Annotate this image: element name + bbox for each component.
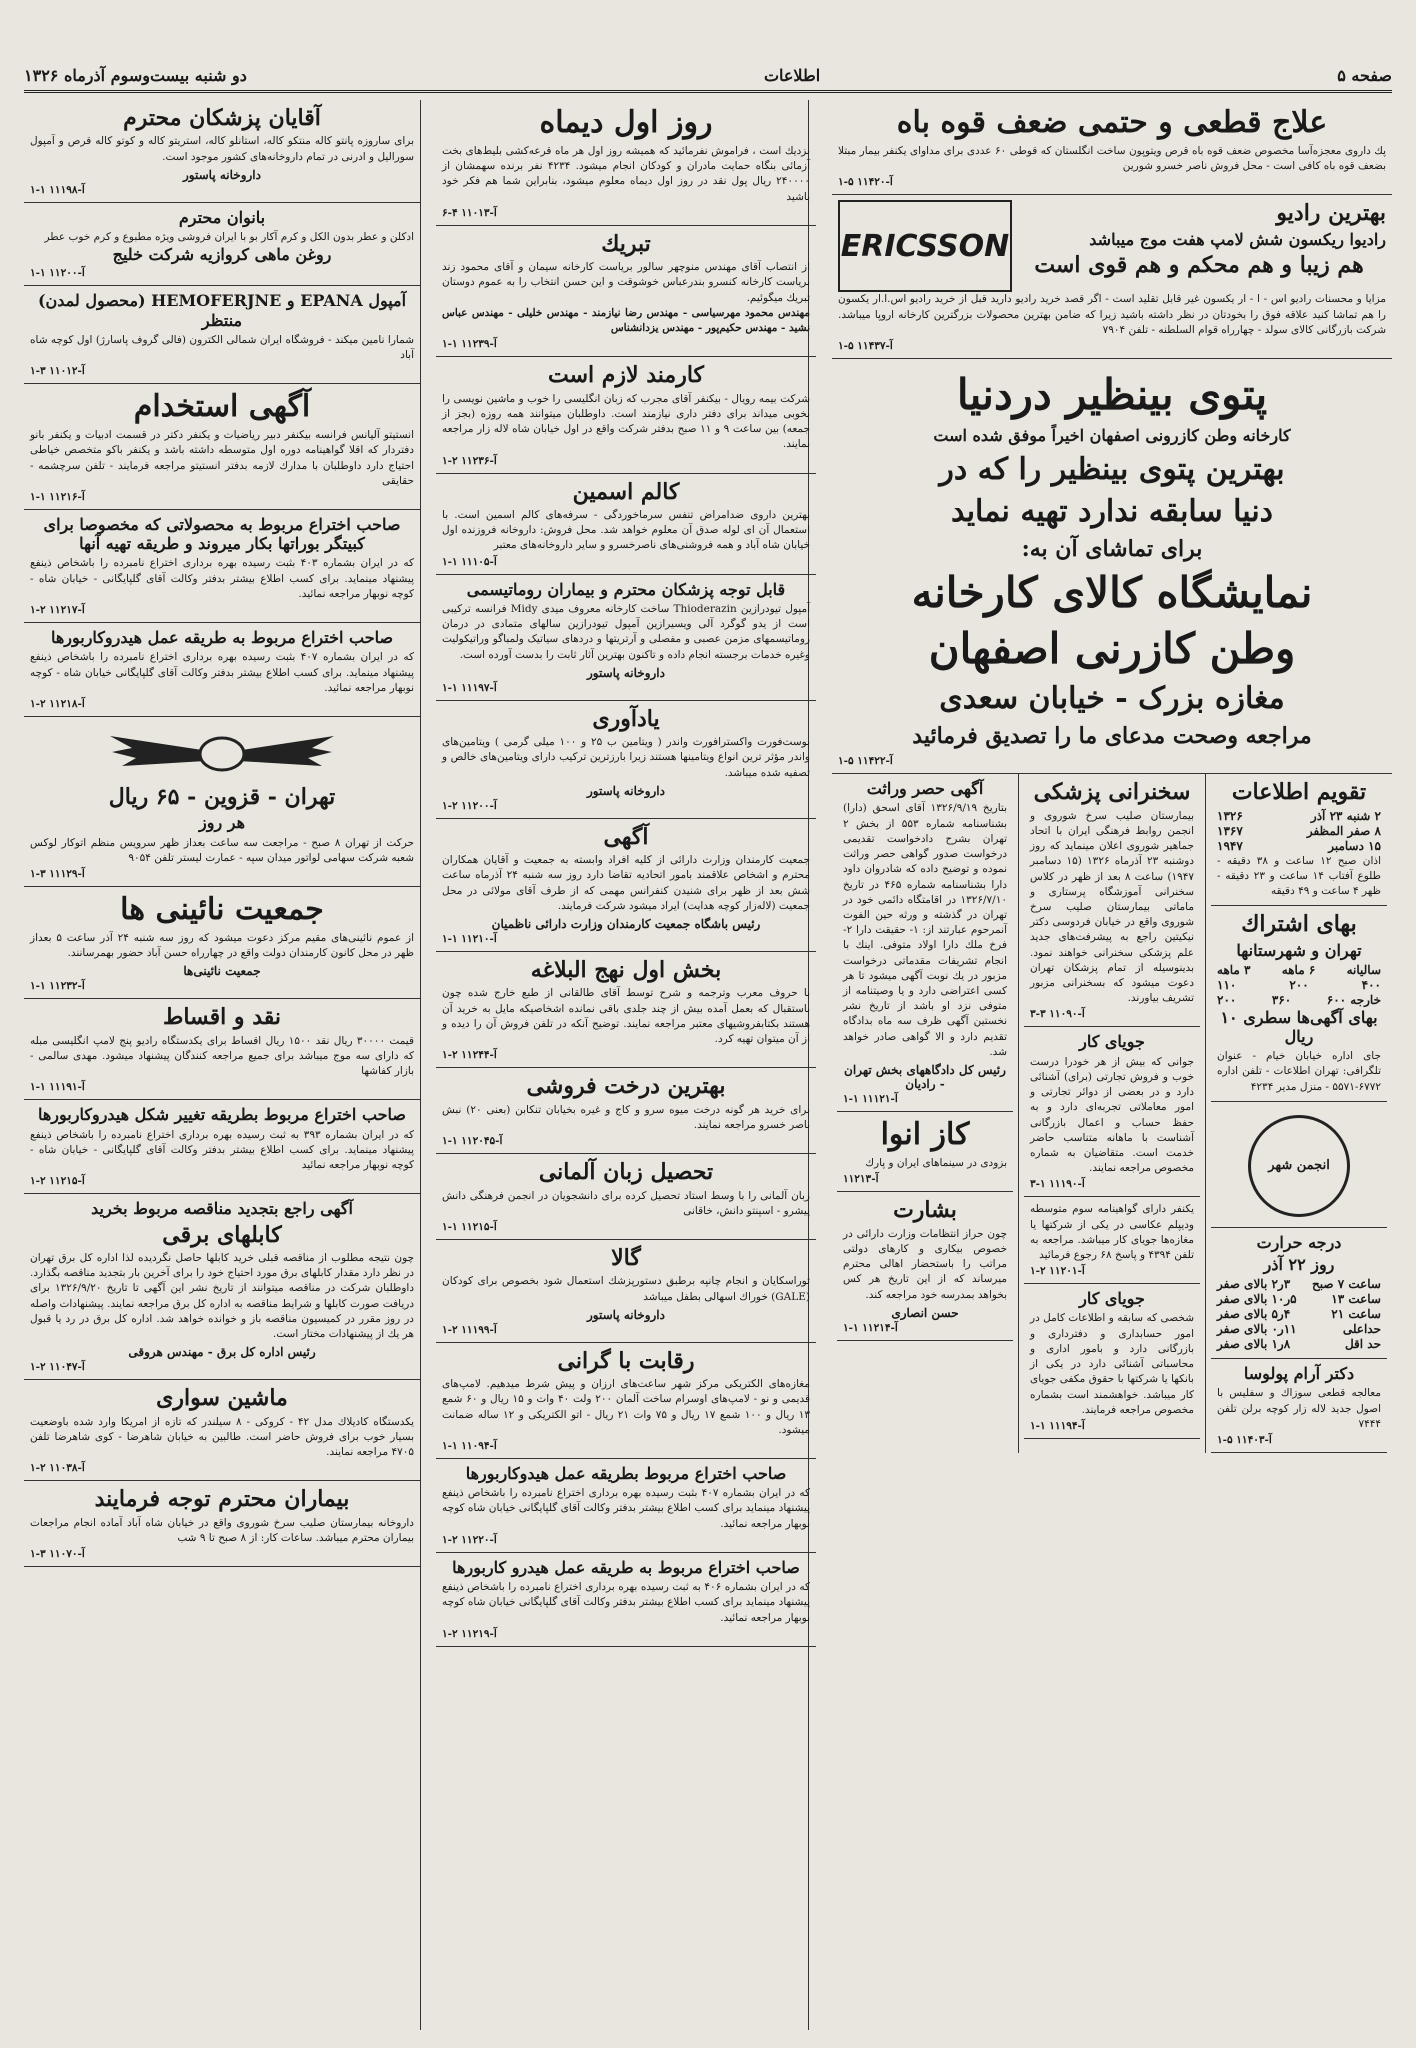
- ad-code: ۱-۲ ۱۱۲۴۴-آ: [442, 1049, 497, 1062]
- ad-code: ۱-۲ ۱۱۱۹۹-آ: [442, 1323, 497, 1336]
- ad-signature: حسن انصاری: [891, 1305, 959, 1320]
- ad-body: توراسکایان و انجام چانپه برطبق دستورپزشك استعمال شود بخصوص برای کودکان (GALE) خوراك اسهالی بطفل میباشد: [442, 1275, 810, 1303]
- seal-emblem: انجمن شهر: [1248, 1115, 1350, 1217]
- ad-title: کالم اسمین: [572, 478, 680, 505]
- ad-news: [837, 1192, 1013, 1340]
- ad-code: ۱-۱ ۱۱۲۱۶-آ: [30, 491, 85, 504]
- subscription-row: خارجه ۶۰۰ ۳۶۰ ۲۰۰: [1217, 992, 1381, 1007]
- ad-notice: [436, 819, 816, 952]
- ad-body: قیمت ۳۰۰۰۰ ریال نقد ۱۵۰۰ ریال اقساط برای یکدستگاه رادیو پنج لامپ انگلیسی مبله که دارای سه موج میباشد برای جمیع مراجعه کنندگان پیشنهاد میشود. مهدی سالمی - بازار کفاشها: [30, 1034, 414, 1078]
- ad-title: آمپول EPANA و HEMOFERJNE (محصول لمدن) منتظر: [37, 291, 407, 330]
- ad-title: سخنرانی پزشکی: [1033, 779, 1191, 806]
- ad-code: ۱-۱ ۱۱۲۰۴۵-آ: [442, 1135, 503, 1148]
- ad-body: که در ایران بشماره ۴۰۶ به ثبت رسیده بهره برداری اختراع نامبرده را باشخاص ذینفع پیشنهاد مینماید برای کسب اطلاع بیشتر بدفتر وکالت آقای گلپایگانی خیابان شاه کوچه نوبهار مراجعه نمائید.: [442, 1581, 810, 1624]
- ad-body: یکنفر دارای گواهینامه سوم متوسطه ودیپلم عکاسی در یکی از شرکتها یا مغازه‌ها جویای کار میباشد. مراجعه به تلفن ۴۳۹۴ و پاسخ ۶۸ رجوع فرمائید: [1030, 1203, 1194, 1262]
- ad-calmasmin: [436, 474, 816, 575]
- ad-radio: [832, 195, 1392, 359]
- ad-title: تحصیل زبان آلمانی: [538, 1159, 714, 1186]
- ad-body: شخصی که سابقه و اطلاعات کامل در امور حسابداری و دفترداری و بازرگانی دارد و بامور اداری و محاسباتی آشنائی دارد در یکی از بانکها یا شرکتها با حقوق مکفی جویای کار میباشد. خواهشمند است بشماره مخصوص مراجعه فرمایند.: [1030, 1312, 1194, 1416]
- ad-code: ۱-۱ ۱۱۲۰۰-آ: [30, 267, 85, 280]
- ad-naini: [24, 887, 420, 999]
- ad-body: داروخانه بیمارستان صلیب سرخ شوروی واقع در خیابان شاه آباد آماده انجام مراجعات بیماران محترم میباشد. ساعات کار: از ۸ صبح تا ۹ شب: [30, 1516, 414, 1544]
- temperature-sub: روز ۲۲ آذر: [1263, 1255, 1335, 1275]
- ad-names: مهندس محمود مهرسیاسی - مهندس رضا نیازمند - مهندس خلیلی - مهندس عباس نشید - مهندس حکیم‌پور - مهندس یزدانشناس: [442, 306, 810, 335]
- ad-bus: [24, 717, 420, 887]
- ad-title: گالا: [611, 1244, 641, 1271]
- ad-code: ۱-۱ ۱۱۲۱۰-آ: [442, 933, 497, 946]
- column-rule: [420, 100, 421, 2030]
- ad-job-seeker-2: [1024, 1284, 1200, 1439]
- ad-line: وطن کازرنی اصفهان: [928, 624, 1296, 674]
- ad-patent-borates: [24, 510, 420, 623]
- masthead: [24, 60, 1392, 93]
- ad-gas: [837, 1112, 1013, 1192]
- ad-patent-hydrocarbons: [24, 623, 420, 717]
- temperature-row: حداعلی ۱۱ر۰ بالای صفر: [1217, 1322, 1381, 1337]
- ad-code: ۱-۲ ۱۱۲۲۰-آ: [442, 1533, 497, 1546]
- ad-doctors: [24, 100, 420, 203]
- calendar-times: اذان صبح ۱۲ ساعت و ۳۸ دقیقه - طلوع آفتاب ۱۴ ساعت و ۲۳ دقیقه - ظهر ۴ ساعت و ۴۹ دقیقه: [1217, 854, 1382, 898]
- ad-code: ۳-۳ ۱۱۰۹۰-آ: [1030, 1008, 1085, 1021]
- ad-line: برای تماشای آن به:: [1021, 535, 1203, 562]
- ad-body: بوست‌فورت واکسترافورت واندر ( ویتامین ب ۲۵ و ۱۰۰ میلی گرمی ) ویتامین‌های واندر مؤثر ترین انواع ویتامینها هستند زیرا بارزترین ترکیب دارای ویتامین‌های خالص و تصفیه شده میباشد.: [442, 736, 810, 779]
- ad-body: شرکت بیمه رویال - بیکنفر آقای مجرب که زبان انگلیسی را خوب و ماشین نویسی را بخوبی میداند برای دفتر داری نیازمند است. داوطلبان میتوانند همه روزه (بجز از جمعه) بین ساعت ۹ و ۱۱ صبح بدفتر شرکت واقع در اول خیابان شاه لاله زار مراجعه نمایند.: [442, 392, 810, 451]
- ad-code: ۱-۵ ۱۱۴۰۳-آ: [1217, 1434, 1272, 1447]
- ad-title: قابل توجه پزشکان محترم و بیماران روماتیسمی: [466, 579, 786, 599]
- ad-code: ۱-۲ ۱۱۲۱۷-آ: [30, 604, 85, 617]
- subscription-row: ساليانه ۶ ماهه ۳ ماهه: [1217, 962, 1381, 977]
- date-line: دو شنبه بیست‌وسوم آذرماه ۱۳۲۶: [24, 65, 247, 85]
- ad-signature: جمعیت نائینی‌ها: [183, 964, 261, 979]
- ad-signature: رئیس اداره کل برق - مهندس هروقی: [128, 1345, 316, 1360]
- ad-medical-talk: [1024, 774, 1200, 1027]
- winged-emblem-icon: [30, 722, 414, 784]
- ad-body: بهترین داروی ضدامراض تنفس سرماخوردگی - سرفه‌های کالم اسمین است. با استعمال آن ای لوله صدق آن معلوم خواهد شد. محل فروش: داروخانه فروزنده اول خیابان شاه آباد و همه فروشنی‌های ناصرخسرو و سایر داروخانه‌های معتبر: [442, 509, 810, 552]
- ad-body: بتاریخ ۱۳۲۶/۹/۱۹ آقای اسحق (دارا) بشناسنامه شماره ۵۵۳ از بخش ۲ تهران بشرح دادخواست تقدیمی درخواست صدور گواهی حصر وراثت نموده و توضیح داده که شادروان داود دارا بشناسنامه شماره ۴۶۵ در تاریخ ۱۳۲۶/۷/۱۰ در اقامتگاه دائمی خود در تهران در گذشته و ورثه حین الفوت آنمرحوم عبارتند از: ۱- حقیقت دارا ۲- فرخ ملك دارا اولاد متوفی. اینك با انجام تشریفات مقدماتی درخواست مزبور در یك نوبت آگهی میشود تا هر کسی اعتراضی دارد و یا وصیتنامه از متوفی نزد او باشد از تاریخ نشر نخستین آگهی ظرف سه ماه بدادگاه تقدیم دارد و الا گواهی صادر خواهد شد.: [843, 802, 1008, 1058]
- ad-body: چون حراز انتظامات وزارت دارائی در خصوص بیکاری و کارهای دولتی مراتب را باستحضار اهالی محترم میرساند که از این تاریخ هر کس بخواهد بمدرسه خود مراجعه کند.: [843, 1227, 1007, 1301]
- ad-pharmacy: داروخانه پاستور: [587, 783, 665, 798]
- ad-body: معالجه قطعی سوزاك و سفلیس با اصول جدید لاله زار کوچه برلن تلفن ۷۴۴۴: [1217, 1387, 1381, 1430]
- ad-body: پك داروی معجزه‌آسا مخصوص ضعف قوه باه قرص ویتوپون ساخت انگلستان که قوطی ۶۰ عددی برای مداوای یکنفر بیمار مبتلا بضعف قوه باه کافی است - محل فروش ناصر خسرو شورین: [838, 145, 1386, 173]
- ad-job-seeker-1: [1024, 1027, 1200, 1197]
- ad-ladies: [24, 203, 420, 287]
- ad-body: مزایا و محسنات رادیو اس - ا - ار یکسون غیر قابل تقلید است - اگر قصد خرید رادیو دارید قبل از خرید رادیو اس.ا.ار یکسون را هم تماشا کنید علاقه فوق را بخودتان در نظر داشته باشید زیرا که ضامن بهترین محصولات بزرگترین کارخانه اروپا میباشد. شرکت بازرگانی کالای سولد - چهارراه قوام السلطنه - تلفن ۷۹۰۴: [838, 293, 1386, 336]
- ad-code: ۱-۱ ۱۱۱۰۵-آ: [442, 555, 497, 568]
- ad-body: حرکت از تهران ۸ صبح - مراجعت سه ساعت بعداز ظهر سرویس منظم اتوکار لوکس شعبه شرکت سهامی لواتور میدان سپه - عمارت لیستر تلفن ۹۰۵۴: [30, 836, 414, 864]
- ad-line: بهترین پتوی بینظیر را که در: [939, 451, 1285, 487]
- ad-title: علاج قطعی و حتمی ضعف قوه باه: [896, 105, 1328, 140]
- ad-body: که در ایران بشماره ۴۰۷ بثبت رسیده بهره برداری اختراع نامبرده را باشخاص ذینفع پیشنهاد مینماید. برای کسب اطلاع بیشتر بدفتر وکالت آقای گلپایگانی خیابان شاه - کوچه نوبهار مراجعه نمائید.: [30, 651, 414, 694]
- ad-code: ۱-۱ ۱۱۰۹۴-آ: [442, 1440, 497, 1453]
- ad-title: جویای کار: [1079, 1032, 1145, 1052]
- ad-body: مغازه‌های الکتریکی مرکز شهر ساعت‌های ارزان و پیش شرط میدهیم. لامپ‌های قدیمی و نو - لامپ‌های اوسرام ساخت آلمان ۲۰۰ ولت ۴۰ وات و ۱۵ ریال و ۶۰ شمع ۱۳ ریال و ۱۰۰ شمع ۱۷ ریال و ۷۵ وات ۲۱ ریال - اتو الکتریکی و ۱۲ ساله ضمانت میشود.: [442, 1378, 811, 1436]
- temperature-box: [1211, 1228, 1387, 1359]
- office-address: جای اداره خیابان خیام - عنوان تلگرافی: تهران اطلاعات - تلفن اداره ۶۷۷۲-۵۵۷۱ - منزل مدیر ۴۲۳۴: [1217, 1050, 1381, 1093]
- ad-code: ۶-۴ ۱۱۰۱۳-آ: [442, 206, 497, 219]
- ad-code: ۱-۵ ۱۱۴۲۲-آ: [838, 755, 893, 768]
- ad-body: که در ایران بشماره ۳۹۳ به ثبت رسیده بهره برداری اختراع نامبرده را باشخاص ذینفع پیشنهاد مینماید. برای کسب اطلاع بیشتر بدفتر وکالت آقای گلپایگانی - خیابان شاه - کوچه نوبهار مراجعه نمائید: [30, 1128, 414, 1172]
- subscription-row: ۴۰۰ ۲۰۰ ۱۱۰: [1217, 977, 1381, 992]
- ad-price: بهای آگهی‌ها سطری ۱۰ ریال: [1220, 1007, 1378, 1047]
- ad-body: شمارا نامین میکند - فروشگاه ایران شمالی الکترون (فالی گروف پاسارژ) اول کوچه شاه آباد: [30, 333, 414, 362]
- sub-col-medical: [1018, 774, 1205, 1453]
- ad-line: نمایشگاه کالای کارخانه: [911, 568, 1313, 618]
- ad-potency: [832, 100, 1392, 195]
- temperature-row: ساعت ۱۳ ۵ر۱۰ بالای صفر: [1217, 1292, 1381, 1307]
- ad-code: ۱-۲ ۱۱۲۳۶-آ: [442, 454, 497, 467]
- ad-code: ۱-۱ ۱۱۱۹۸-آ: [30, 183, 85, 196]
- ad-code: ۱-۲ ۱۱۲۱۹-آ: [442, 1627, 497, 1640]
- paper-name: اطلاعات: [763, 65, 821, 85]
- ad-code: ۱-۲ ۱۱۰۴۷-آ: [30, 1361, 85, 1374]
- ad-code: ۱-۳ ۱۱۱۲۹-آ: [30, 868, 85, 880]
- ad-heir-notice: [837, 774, 1013, 1112]
- ad-rheumatism: [436, 575, 816, 701]
- ad-german: [436, 1154, 816, 1240]
- ad-hiring: [24, 384, 420, 510]
- ad-title: نقد و اقساط: [162, 1004, 282, 1031]
- ad-body: که در ایران بشماره ۴۰۳ بثبت رسیده بهره برداری اختراع نامبرده را باشخاص ذینفع پیشنهاد مینماید. برای کسب اطلاع بیشتر بدفتر وکالت آقای گلپایگانی - خیابان شاه - کوچه نوبهار مراجعه نمائید.: [30, 557, 414, 600]
- ad-body: با حروف معرب وترجمه و شرح توسط آقای طالقانی از طبع خارج شده چون باستقبال که بعمل آمده بیش از چند جلدی باقی نمانده اشخاصیکه مایل به خرید آن هستند بکتابفروشیهای معتبر مراجعه نمایند. توضیح آنکه در تلفن فروش آن را دیده و از آن میتوان تهیه کرد.: [442, 987, 810, 1046]
- ad-title: یادآوری: [592, 705, 660, 732]
- ad-title: جمعیت نائینی ها: [120, 892, 324, 927]
- ad-pharmacy: داروخانه پاستور: [587, 1307, 665, 1322]
- ad-body: زبان آلمانی را با وسط استاد تحصیل کرده برای دانشجویان در انجمن فرهنگی دانش پیشرو - اسپنتو دانش، خاقانی: [442, 1189, 810, 1217]
- ad-nahj: [436, 952, 816, 1068]
- sub-col-heir: [832, 774, 1018, 1453]
- calendar-row: ۸ صفر المظفر ۱۳۶۷: [1217, 823, 1381, 838]
- ad-title: تبریك: [601, 230, 651, 257]
- ad-patients: [24, 1481, 420, 1567]
- ad-employee-needed: [436, 357, 816, 473]
- ad-body: که در ایران بشماره ۴۰۷ بثبت رسیده بهره برداری اختراع نامبرده را باشخاص ذینفع پیشنهاد مینماید برای کسب اطلاع بیشتر بدفتر وکالت آقای گلپایگانی خیابان شاه کوچه نوبهار مراجعه نمائید.: [442, 1487, 810, 1530]
- ad-subtitle: رادیوا ریکسون شش لامپ هفت موج میباشد: [1089, 229, 1386, 249]
- ad-car: [24, 1380, 420, 1481]
- ad-body: یکدستگاه کادیلاك مدل ۴۲ - کروکی - ۸ سیلندر که تازه از امریکا وارد شده باوضعیت بسیار خوب برای فروش حاضر است. طالبین به خیابان شاهرضا - کوی شاهرضا تلفن ۴۷۰۵ مراجعه نمایند.: [30, 1415, 415, 1459]
- ad-shop: [1024, 1197, 1200, 1284]
- ad-title: جویای کار: [1079, 1289, 1145, 1309]
- ad-title: تهران - قزوین - ۶۵ ریال: [108, 783, 336, 810]
- ad-code: ۱-۲ ۱۱۰۳۸-آ: [30, 1462, 85, 1475]
- ad-trees: [436, 1068, 816, 1154]
- ad-body: چون نتیجه مطلوب از مناقصه قبلی خرید کابلها حاصل نگردیده لذا اداره کل برق تهران در نظر دارد مقدار کابلهای برق مورد احتیاج خود را برای آخرین بار بتجدید مناقصه بگذارد. داوطلبان شرکت در مناقصه میتوانند از تاریخ نشر این آگهی تا تاریخ ۱۳۲۶/۹/۲۰ برای دریافت صورت کابلها و شرایط مناقصه به اداره کل برق مراجعه نمایند. پیشنهادات واصله در روز مقرر در کمیسیون مناقصه باز و خوانده خواهد شد. اداره کل برق در رد یا قبول هر یك از پیشنهادات مختار است.: [30, 1251, 414, 1340]
- ad-signature: رئیس باشگاه جمعیت کارمندان وزارت دارائی ناظمیان: [491, 917, 761, 932]
- ad-title: روز اول دیماه: [539, 105, 713, 140]
- ad-body: بزودی در سینماهای ایران و پارك: [865, 1157, 1007, 1170]
- ad-code: ۱-۳ ۱۱۰۱۲-آ: [30, 365, 85, 378]
- ad-body: جوانی که بیش از هر خودرا درست خوب و فروش تجارتی (برای) آشنائی دارد و در بعضی از دوائر تجارتی و امور معاملاتی تجربه‌ای دارد و به حفظ حساب و اعمال بازرگانی آشناست با ماهانه متناسب حاضر خدمت است. متقاضیان به شماره مخصوص مراجعه نمایند.: [1030, 1055, 1194, 1175]
- ad-body: برای ساروزه پانتو کاله منتکو کاله، استانلو کاله، استریتو کاله و کوتو کاله قرص و آمپول سورالیل و ادرنی در تمام داروخانه‌های کشور موجود است.: [30, 135, 414, 163]
- ad-line: مراجعه وصحت مدعای ما را تصدیق فرمائید: [912, 722, 1312, 749]
- column-middle: [436, 100, 816, 2030]
- ad-body: جمعیت کارمندان وزارت دارائی از کلیه افراد وابسته به جمعیت و آقایان همکاران محترم و اشخاص علاقمند بامور اتحادیه تقاضا دارد روز سه شنبه ۲۴ آذرماه ساعت شش بعد از ظهر برای شنیدن کنفرانس مهمی که از طرف آقای مولائی در محل جمعیت (لاله‌زار کوچه هدایت) ایراد میشود شرکت فرمایند.: [442, 854, 810, 912]
- column-left: [24, 100, 420, 2030]
- ad-gale: [436, 1240, 816, 1343]
- ad-code: ۱-۱ ۱۱۲۱۵-آ: [442, 1220, 497, 1233]
- ad-title: آگهی راجع بتجدید مناقصه مربوط بخرید: [91, 1199, 353, 1219]
- ad-prices: [436, 1343, 816, 1459]
- lower-split: [832, 774, 1392, 1453]
- ad-lottery: [436, 100, 816, 226]
- ad-code: ۱-۲ ۱۱۲۰۰-آ: [442, 799, 497, 812]
- ad-body: از انتصاب آقای مهندس منوچهر سالور بریاست کارخانه سیمان و آقای محمود زند بریاست کارخانه کنسرو بندرعباس خوشوقت و این حسن انتخاب را به عموم دوستان تبریك میگوئیم.: [442, 261, 810, 304]
- ad-pharmacy: داروخانه پاستور: [183, 167, 261, 182]
- ad-pharmacy: داروخانه پاستور: [587, 665, 665, 680]
- ad-code: ۱-۱ ۱۱۱۹۱-آ: [30, 1081, 85, 1094]
- ad-line: دنیا سابقه ندارد تهیه نماید: [950, 493, 1274, 529]
- seal-box: [1211, 1102, 1387, 1228]
- ad-doctor: [1211, 1359, 1387, 1453]
- page-number: صفحه ۵: [1337, 65, 1392, 85]
- ad-title: صاحب اختراع مربوط بطریقه تغییر شکل هیدروکاربورها: [37, 1105, 407, 1125]
- ad-title: کاز انوا: [880, 1117, 970, 1153]
- subscription-box: [1211, 906, 1387, 1102]
- ad-code: ۱-۲ ۱۱۲۰۱-آ: [1030, 1265, 1085, 1278]
- ad-line: مغازه بزرک - خیابان سعدی: [939, 680, 1285, 716]
- ericsson-logo: ERICSSON: [838, 200, 1012, 292]
- ad-title: ماشین سواری: [156, 1385, 288, 1412]
- ad-title: آقایان پزشکان محترم: [123, 105, 321, 131]
- ad-body: از عموم نائینی‌های مقیم مرکز دعوت میشود که روز سه شنبه ۲۴ آذر ساعت ۵ بعداز ظهر در محل کانون کارمندان دولت واقع در چهارراه حسن آباد حضور بهمرسانند.: [30, 932, 415, 960]
- ad-body: نزدیك است ، فراموش نفرمائید که همیشه روز اول هر ماه قرعه‌کشی بلیط‌های بخت آزمائی بنگاه حمایت مادران و کودکان انجام میشود. ۴۲۳۴ نفر برنده سهمشان از ۲۴۰۰۰۰ ریال پول نقد در روز اول دیماه معلوم میشود، بنابراین شما هم فکر خود باشید: [442, 145, 810, 203]
- ad-title: صاحب اختراع مربوط بطریقه عمل هیدوکاربورها: [465, 1464, 787, 1484]
- ad-body: برای خرید هر گونه درخت میوه سرو و کاج و غیره بخیابان تنکابن (بعنی ۲۰) نبش ناصر خسرو مراجعه نمایند.: [442, 1103, 810, 1131]
- ad-patent-a: [436, 1459, 816, 1553]
- ad-code: ۱-۳ ۱۱۰۷۰-آ: [30, 1548, 85, 1561]
- ad-title: آگهی استخدام: [133, 389, 311, 425]
- ad-code: ۱-۵ ۱۱۴۳۷-آ: [838, 340, 893, 353]
- ad-sub: هر روز: [198, 813, 245, 833]
- ad-title: آگهی: [603, 823, 649, 850]
- ad-title: آگهی حصر وراثت: [866, 779, 984, 799]
- ad-patent-transform: [24, 1100, 420, 1194]
- ad-title: بیماران محترم توجه فرمایند: [94, 1486, 350, 1513]
- ad-line: کارخانه وطن کازرونی اصفهان اخیراً موفق شده است: [933, 426, 1291, 446]
- ad-body: بیمارستان صلیب سرخ شوروی و انجمن روابط فرهنگی ایران با اتحاد جماهیر شوروی اعلان مینماید که روز دوشنبه ۲۳ آذرماه ۱۳۲۶ (۱۵ دسامبر ۱۹۴۷) ساعت ۸ بعد از ظهر در کلاس سخنرانی آموزشگاه پرستاری و ماماتی بیمارستان صلیب سرخ شوروی واقع در خیابان فردوسی دکتر نیکیتین راجع به پیشرفت‌های جدید علم پزشکی سخنرانی خواهند نمود. بدینوسیله از تمام پزشکان تهران دعوت میشود که بسخنرانی مزبور تشریف بیاورند.: [1030, 809, 1194, 1005]
- ad-code: ۳-۱ ۱۱۱۹۰-آ: [1030, 1178, 1085, 1191]
- subscription-sub: تهران و شهرستانها: [1236, 940, 1362, 960]
- ad-code: ۱-۲ ۱۱۲۱۸-آ: [30, 697, 85, 710]
- calendar-box: [1211, 774, 1387, 906]
- ad-title: رقابت با گرانی: [557, 1347, 695, 1374]
- ad-title: کارمند لازم است: [547, 362, 705, 389]
- ad-title-2: کابلهای برقی: [162, 1221, 282, 1248]
- ad-title: صاحب اختراع مربوط به طریقه عمل هیدرو کاربورها: [452, 1557, 800, 1577]
- ad-code: ۱-۱ ۱۱۲۱۴-آ: [843, 1321, 898, 1334]
- ad-code: ۱-۱ ۱۱۱۲۱-آ: [843, 1093, 898, 1106]
- ad-title-2: روغن ماهی کروازیه شرکت خلیج: [112, 245, 332, 265]
- ad-title: صاحب اختراع مربوط به طریقه عمل هیدروکاربورها: [50, 628, 394, 648]
- ad-blanket: [832, 359, 1392, 774]
- ad-ampoule: [24, 286, 420, 384]
- ad-patent-b: [436, 1553, 816, 1647]
- ad-title: بهترین رادیو: [1276, 200, 1386, 227]
- ad-title: دکتر آرام پولوسا: [1243, 1364, 1355, 1384]
- ad-body: آمپول تیودرازین Thioderazin ساخت کارخانه معروف میدی Midy فرانسه ترکیبی است از یدو گوگرد آلی ویسیرازین آمپول تیودرازین سالهای متمادی در درمان روماتیسمهای مزمن عصبی و مفصلی و آرتریتها و دردهای سیاتیک ولمباگو وراتیکولیت وغیره خدمات برجسته انجام داده و تاکنون بهترین آثار ثابت را بدست آورده است.: [442, 602, 810, 661]
- column-right: [832, 100, 1392, 2030]
- ad-code: ۱-۲ ۱۱۲۱۵-آ: [30, 1175, 85, 1188]
- temperature-row: ساعت ۲۱ ۴ر۵ بالای صفر: [1217, 1307, 1381, 1322]
- ad-code: ۱-۱ ۱۱۲۳۲-آ: [30, 980, 85, 993]
- calendar-row: ۱۵ دسامبر ۱۹۴۷: [1217, 838, 1381, 853]
- calendar-title: تقویم اطلاعات: [1231, 779, 1367, 806]
- ad-code: ۱-۱ ۱۱۱۹۷-آ: [442, 681, 497, 694]
- ad-signature: رئیس کل دادگاههای بخش تهران - رادیان: [844, 1063, 1006, 1092]
- ad-title: بخش اول نهج البلاغه: [530, 957, 722, 984]
- ad-code: ۱-۱ ۱۱۲۳۹-آ: [442, 338, 497, 351]
- ad-title: بهترین درخت فروشی: [526, 1073, 726, 1100]
- ad-title: بشارت: [893, 1197, 957, 1224]
- ad-code: ۱-۱ ۱۱۱۹۴-آ: [1030, 1420, 1085, 1432]
- ad-reminder: [436, 701, 816, 819]
- ad-code: ۱۱۲۱۳-آ: [843, 1173, 879, 1186]
- ad-title: پتوی بینظیر دردنیا: [956, 370, 1268, 420]
- ad-cable-tender: [24, 1194, 420, 1380]
- temperature-row: حد اقل ۸ر۱ بالای صفر: [1217, 1337, 1381, 1352]
- ad-title: بانوان محترم: [178, 207, 266, 227]
- ad-installments: [24, 999, 420, 1100]
- temperature-row: ساعت ۷ صبح ۳ر۲ بالای صفر: [1217, 1277, 1381, 1292]
- ad-congrats: [436, 226, 816, 357]
- subscription-title: بهای اشتراك: [1241, 911, 1357, 938]
- ad-body: ادکلن و عطر بدون الکل و کرم آکار بو با ایران فروشی ویژه مطبوع و کرم خوب عطر: [44, 231, 414, 244]
- sub-col-calendar: [1205, 774, 1392, 1453]
- ad-title: صاحب اختراع مربوط به محصولاتی که مخصوصا برای کبیتگر بوراتها بکار میروند و طریقه تهیه آنها: [43, 515, 401, 554]
- calendar-row: ۲ شنبه ۲۳ آذر ۱۳۲۶: [1217, 808, 1381, 823]
- ad-body: انستیتو آلیانس فرانسه بیکنفر دبیر ریاضیات و یکنفر دکتر در قسمت ادبیات و یکنفر بانو دفتردار که اقلا گواهینامه دوره اول متوسطه داشته باشد و یکنفر باکو متخصص خیاطی احتیاج دارد داوطلبان با مدارك لازمه بدفتر انستیتو مراجعه فرمایند - تلفن سرچشمه - حقایقی: [30, 429, 414, 487]
- temperature-title: درجه حرارت: [1256, 1232, 1342, 1252]
- ad-code: ۱-۵ ۱۱۴۲۰-آ: [838, 176, 893, 189]
- ad-slogan: هم زیبا و هم محکم و هم قوی است: [1034, 252, 1364, 279]
